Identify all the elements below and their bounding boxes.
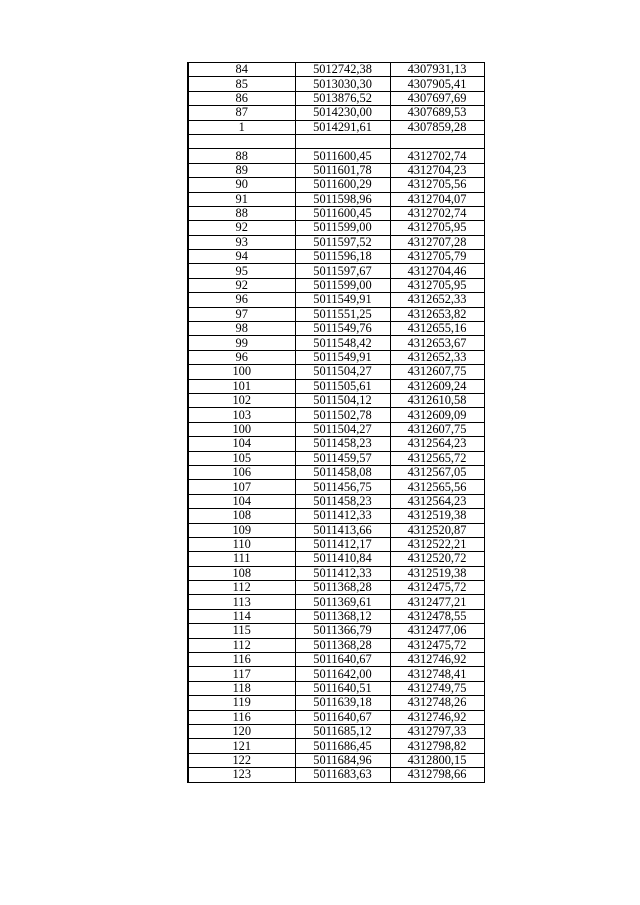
point-number-cell: 1 [188,120,295,134]
point-number-cell: 101 [188,379,295,393]
x-coordinate-cell: 5011369,61 [295,595,390,609]
table-row [188,667,484,681]
point-number-cell: 98 [188,322,295,336]
x-coordinate-cell: 5011601,78 [295,163,390,177]
x-coordinate-cell: 5011368,12 [295,609,390,623]
point-number-cell: 94 [188,250,295,264]
y-coordinate-cell: 4307905,41 [390,77,484,91]
point-number-cell: 105 [188,451,295,465]
point-number-cell: 103 [188,408,295,422]
y-coordinate-cell: 4312522,21 [390,537,484,551]
table-row [188,63,484,77]
x-coordinate-cell: 5011599,00 [295,278,390,292]
x-coordinate-cell: 5011598,96 [295,192,390,206]
point-number-cell: 100 [188,422,295,436]
x-coordinate-cell: 5011599,00 [295,221,390,235]
point-number-cell: 84 [188,63,295,77]
x-coordinate-cell: 5011413,66 [295,523,390,537]
y-coordinate-cell: 4312653,67 [390,336,484,350]
y-coordinate-cell: 4312704,46 [390,264,484,278]
x-coordinate-cell: 5011600,29 [295,178,390,192]
point-number-cell: 85 [188,77,295,91]
table-row [188,465,484,479]
table-row [188,307,484,321]
table-row [188,91,484,105]
table-row [188,422,484,436]
y-coordinate-cell: 4312475,72 [390,638,484,652]
y-coordinate-cell: 4312704,23 [390,163,484,177]
x-coordinate-cell: 5011504,27 [295,422,390,436]
table-row [188,653,484,667]
point-number-cell: 118 [188,681,295,695]
table-row [188,134,484,148]
x-coordinate-cell: 5011549,76 [295,322,390,336]
y-coordinate-cell: 4312520,87 [390,523,484,537]
y-coordinate-cell: 4312707,28 [390,235,484,249]
table-row [188,552,484,566]
y-coordinate-cell: 4312607,75 [390,365,484,379]
y-coordinate-cell: 4312520,72 [390,552,484,566]
x-coordinate-cell: 5011549,91 [295,293,390,307]
table-row [188,278,484,292]
x-coordinate-cell: 5013030,30 [295,77,390,91]
point-number-cell: 88 [188,149,295,163]
table-row [188,537,484,551]
y-coordinate-cell: 4312519,38 [390,509,484,523]
x-coordinate-cell: 5011410,84 [295,552,390,566]
table-row [188,322,484,336]
point-number-cell: 117 [188,667,295,681]
x-coordinate-cell: 5011366,79 [295,624,390,638]
point-number-cell: 112 [188,638,295,652]
x-coordinate-cell: 5011459,57 [295,451,390,465]
table-row [188,437,484,451]
x-coordinate-cell: 5012742,38 [295,63,390,77]
x-coordinate-cell: 5011685,12 [295,724,390,738]
x-coordinate-cell: 5011458,23 [295,437,390,451]
x-coordinate-cell: 5011683,63 [295,768,390,782]
point-number-cell: 121 [188,739,295,753]
point-number-cell: 97 [188,307,295,321]
point-number-cell: 93 [188,235,295,249]
x-coordinate-cell: 5011505,61 [295,379,390,393]
x-coordinate-cell: 5011456,75 [295,480,390,494]
point-number-cell: 112 [188,581,295,595]
table-row [188,408,484,422]
point-number-cell: 87 [188,106,295,120]
y-coordinate-cell: 4312609,09 [390,408,484,422]
x-coordinate-cell [295,134,390,148]
point-number-cell: 120 [188,724,295,738]
table-row [188,221,484,235]
table-row [188,624,484,638]
y-coordinate-cell: 4307697,69 [390,91,484,105]
x-coordinate-cell: 5011639,18 [295,696,390,710]
x-coordinate-cell: 5011686,45 [295,739,390,753]
y-coordinate-cell: 4312705,56 [390,178,484,192]
x-coordinate-cell: 5011368,28 [295,638,390,652]
table-row [188,768,484,782]
table-row [188,638,484,652]
y-coordinate-cell: 4312797,33 [390,724,484,738]
point-number-cell: 110 [188,537,295,551]
point-number-cell [188,134,295,148]
y-coordinate-cell: 4312652,33 [390,350,484,364]
y-coordinate-cell: 4312653,82 [390,307,484,321]
x-coordinate-cell: 5014230,00 [295,106,390,120]
x-coordinate-cell: 5011684,96 [295,753,390,767]
y-coordinate-cell: 4312704,07 [390,192,484,206]
x-coordinate-cell: 5011504,12 [295,393,390,407]
x-coordinate-cell: 5011597,67 [295,264,390,278]
y-coordinate-cell: 4312610,58 [390,393,484,407]
table-row [188,106,484,120]
y-coordinate-cell: 4312475,72 [390,581,484,595]
table-row [188,336,484,350]
point-number-cell: 108 [188,566,295,580]
x-coordinate-cell: 5011640,67 [295,710,390,724]
y-coordinate-cell: 4312702,74 [390,206,484,220]
x-coordinate-cell: 5011640,51 [295,681,390,695]
coordinates-table-body [188,63,484,783]
point-number-cell: 115 [188,624,295,638]
y-coordinate-cell: 4312748,26 [390,696,484,710]
point-number-cell: 92 [188,278,295,292]
point-number-cell: 91 [188,192,295,206]
y-coordinate-cell: 4312655,16 [390,322,484,336]
y-coordinate-cell: 4312702,74 [390,149,484,163]
point-number-cell: 108 [188,509,295,523]
point-number-cell: 122 [188,753,295,767]
y-coordinate-cell: 4312567,05 [390,465,484,479]
table-row [188,365,484,379]
table-row [188,753,484,767]
point-number-cell: 99 [188,336,295,350]
y-coordinate-cell: 4312746,92 [390,653,484,667]
point-number-cell: 89 [188,163,295,177]
x-coordinate-cell: 5011458,08 [295,465,390,479]
y-coordinate-cell: 4312564,23 [390,437,484,451]
x-coordinate-cell: 5011412,33 [295,566,390,580]
table-row [188,523,484,537]
x-coordinate-cell: 5011504,27 [295,365,390,379]
x-coordinate-cell: 5011600,45 [295,149,390,163]
table-row [188,350,484,364]
x-coordinate-cell: 5011642,00 [295,667,390,681]
table-row [188,293,484,307]
y-coordinate-cell: 4312798,66 [390,768,484,782]
x-coordinate-cell: 5011502,78 [295,408,390,422]
y-coordinate-cell: 4307689,53 [390,106,484,120]
point-number-cell: 106 [188,465,295,479]
x-coordinate-cell: 5011458,23 [295,494,390,508]
y-coordinate-cell: 4312748,41 [390,667,484,681]
y-coordinate-cell: 4312800,15 [390,753,484,767]
y-coordinate-cell: 4312746,92 [390,710,484,724]
point-number-cell: 116 [188,710,295,724]
y-coordinate-cell: 4312519,38 [390,566,484,580]
y-coordinate-cell: 4312565,56 [390,480,484,494]
table-row [188,192,484,206]
table-row [188,379,484,393]
y-coordinate-cell: 4312705,95 [390,221,484,235]
point-number-cell: 96 [188,293,295,307]
y-coordinate-cell: 4312478,55 [390,609,484,623]
y-coordinate-cell: 4312705,95 [390,278,484,292]
table-row [188,681,484,695]
y-coordinate-cell: 4312652,33 [390,293,484,307]
x-coordinate-cell: 5014291,61 [295,120,390,134]
y-coordinate-cell: 4307931,13 [390,63,484,77]
y-coordinate-cell: 4312609,24 [390,379,484,393]
table-row [188,206,484,220]
point-number-cell: 116 [188,653,295,667]
y-coordinate-cell [390,134,484,148]
x-coordinate-cell: 5011412,33 [295,509,390,523]
x-coordinate-cell: 5013876,52 [295,91,390,105]
point-number-cell: 104 [188,494,295,508]
table-row [188,264,484,278]
point-number-cell: 111 [188,552,295,566]
x-coordinate-cell: 5011551,25 [295,307,390,321]
table-row [188,77,484,91]
y-coordinate-cell: 4312798,82 [390,739,484,753]
table-row [188,494,484,508]
point-number-cell: 90 [188,178,295,192]
point-number-cell: 114 [188,609,295,623]
x-coordinate-cell: 5011548,42 [295,336,390,350]
point-number-cell: 86 [188,91,295,105]
point-number-cell: 104 [188,437,295,451]
x-coordinate-cell: 5011600,45 [295,206,390,220]
table-row [188,250,484,264]
y-coordinate-cell: 4312477,21 [390,595,484,609]
point-number-cell: 95 [188,264,295,278]
x-coordinate-cell: 5011597,52 [295,235,390,249]
table-row [188,480,484,494]
point-number-cell: 119 [188,696,295,710]
table-row [188,509,484,523]
table-row [188,609,484,623]
x-coordinate-cell: 5011640,67 [295,653,390,667]
table-row [188,149,484,163]
table-row [188,696,484,710]
point-number-cell: 96 [188,350,295,364]
x-coordinate-cell: 5011549,91 [295,350,390,364]
table-row [188,710,484,724]
y-coordinate-cell: 4312749,75 [390,681,484,695]
table-row [188,566,484,580]
point-number-cell: 123 [188,768,295,782]
table-row [188,595,484,609]
y-coordinate-cell: 4312705,79 [390,250,484,264]
point-number-cell: 100 [188,365,295,379]
point-number-cell: 88 [188,206,295,220]
point-number-cell: 102 [188,393,295,407]
table-row [188,724,484,738]
table-row [188,581,484,595]
y-coordinate-cell: 4312607,75 [390,422,484,436]
coordinates-table [187,62,485,783]
y-coordinate-cell: 4312564,23 [390,494,484,508]
table-row [188,235,484,249]
y-coordinate-cell: 4312477,06 [390,624,484,638]
y-coordinate-cell: 4312565,72 [390,451,484,465]
x-coordinate-cell: 5011596,18 [295,250,390,264]
x-coordinate-cell: 5011368,28 [295,581,390,595]
x-coordinate-cell: 5011412,17 [295,537,390,551]
table-row [188,451,484,465]
point-number-cell: 92 [188,221,295,235]
table-row [188,178,484,192]
table-row [188,120,484,134]
point-number-cell: 109 [188,523,295,537]
table-row [188,393,484,407]
table-row [188,739,484,753]
table-row [188,163,484,177]
point-number-cell: 107 [188,480,295,494]
point-number-cell: 113 [188,595,295,609]
y-coordinate-cell: 4307859,28 [390,120,484,134]
